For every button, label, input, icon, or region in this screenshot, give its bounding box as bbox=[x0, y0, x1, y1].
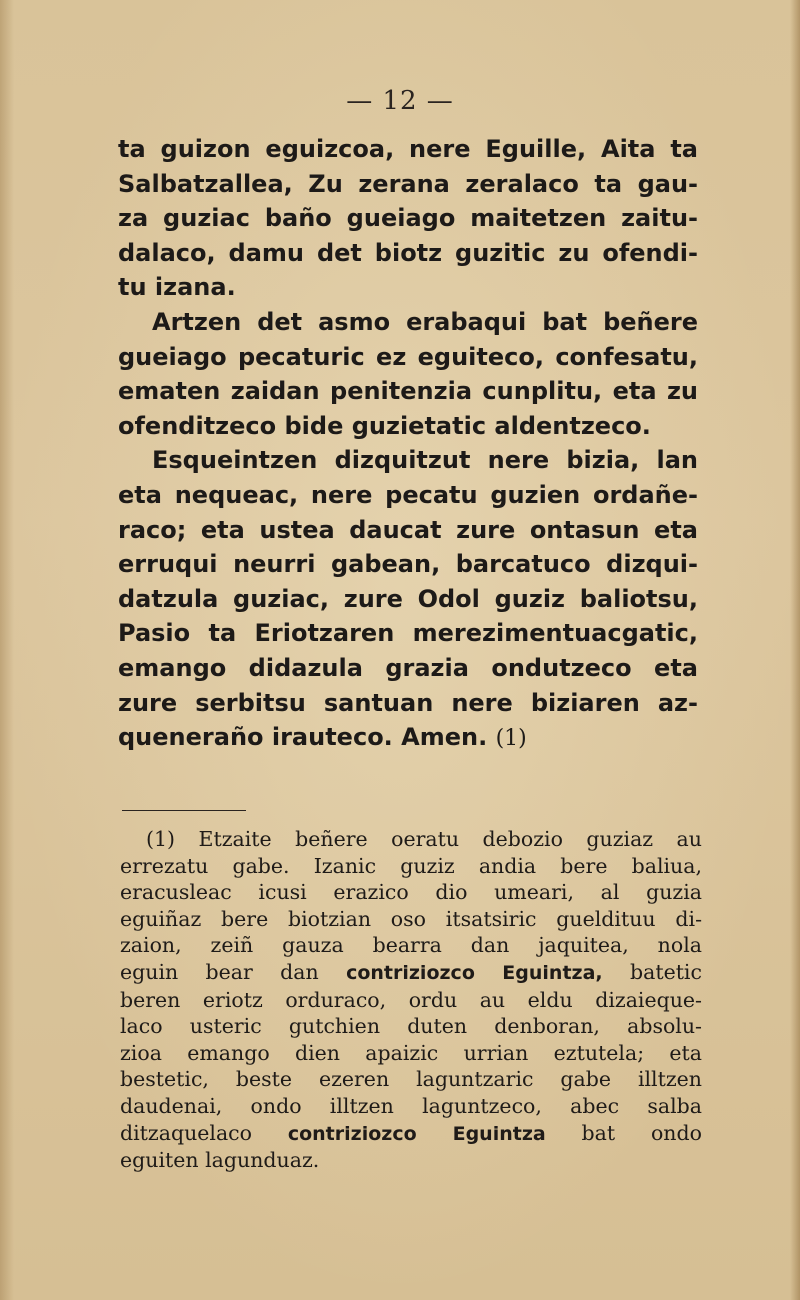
footnote-line: errezatu gabe. Izanic guziz andia bere baliua, bbox=[120, 853, 702, 878]
footnote-separator bbox=[122, 810, 246, 811]
text-line: raco; eta ustea daucat zure ontasun eta bbox=[118, 515, 698, 544]
page-left-shadow bbox=[0, 0, 14, 1300]
text-line: eta nequeac, nere pecatu guzien ordañe- bbox=[118, 480, 698, 509]
footnote-line: zioa emango dien apaizic urrian eztutela; eta bbox=[120, 1040, 702, 1065]
emphasized-term: contriziozco Eguintza bbox=[287, 1122, 546, 1145]
text-line: ematen zaidan penitenzia cunplitu, eta zu bbox=[118, 377, 698, 406]
footnote-marker: (1) bbox=[146, 827, 176, 851]
text-line: Salbatzallea, Zu zerana zeralaco ta gau- bbox=[118, 169, 698, 198]
footnote bbox=[120, 826, 702, 1174]
footnote-line: eguiñaz bere biotzian oso itsatsiric gueldituu di- bbox=[120, 906, 702, 931]
footnote-line: eguiten lagunduaz. bbox=[120, 1148, 320, 1173]
footnote-line-text: eguin bear dan bbox=[120, 959, 319, 984]
footnote-line-text: batetic bbox=[629, 959, 702, 984]
text-line: zure serbitsu santuan nere biziaren az- bbox=[118, 688, 698, 717]
text-line-last bbox=[118, 720, 698, 757]
text-line: za guziac baño gueiago maitetzen zaitu- bbox=[118, 204, 698, 233]
footnote-line-text: bat ondo bbox=[581, 1120, 702, 1145]
text-line: Artzen det asmo erabaqui bat beñere bbox=[152, 307, 698, 336]
text-line: ofenditzeco bide guzietatic aldentzeco. bbox=[118, 411, 651, 440]
page-right-edge bbox=[790, 0, 800, 1300]
text-line: gueiago pecaturic ez eguiteco, confesatu, bbox=[118, 342, 698, 371]
footnote-line: bestetic, beste ezeren laguntzaric gabe illtzen bbox=[120, 1067, 702, 1092]
text-line: erruqui neurri gabean, barcatuco dizqui- bbox=[118, 550, 698, 579]
text-line: tu izana. bbox=[118, 273, 236, 302]
footnote-line: daudenai, ondo illtzen laguntzeco, abec salba bbox=[120, 1093, 702, 1118]
footnote-line bbox=[120, 1120, 702, 1148]
footnote-line: laco usteric gutchien duten denboran, absolu- bbox=[120, 1014, 702, 1039]
footnote-line: eracusleac icusi erazico dio umeari, al guzia bbox=[120, 880, 702, 905]
text-line: dalaco, damu det biotz guzitic zu ofendi- bbox=[118, 238, 698, 267]
text-line: Pasio ta Eriotzaren merezimentuacgatic, bbox=[118, 619, 698, 648]
footnote-line-text: ditzaquelaco bbox=[120, 1120, 252, 1145]
footnote-reference: (1) bbox=[495, 726, 527, 752]
page-number: — 12 — bbox=[346, 86, 454, 116]
text-line-content: queneraño irauteco. Amen. bbox=[118, 723, 488, 752]
emphasized-term: contriziozco Eguintza, bbox=[346, 961, 603, 984]
footnote-line-text: Etzaite beñere oeratu debozio guziaz au bbox=[198, 827, 702, 851]
footnote-line: zaion, zeiñ gauza bearra dan jaquitea, nola bbox=[120, 933, 702, 958]
text-line: Esqueintzen dizquitzut nere bizia, lan bbox=[152, 446, 698, 475]
main-text bbox=[118, 132, 698, 757]
text-line: datzula guziac, zure Odol guziz baliotsu, bbox=[118, 584, 698, 613]
footnote-line bbox=[120, 826, 702, 853]
text-line: ta guizon eguizcoa, nere Eguille, Aita ta bbox=[118, 135, 698, 163]
footnote-line bbox=[120, 959, 702, 987]
text-line: emango didazula grazia ondutzeco eta bbox=[118, 653, 698, 682]
footnote-line: beren eriotz orduraco, ordu au eldu dizaieque- bbox=[120, 987, 702, 1012]
